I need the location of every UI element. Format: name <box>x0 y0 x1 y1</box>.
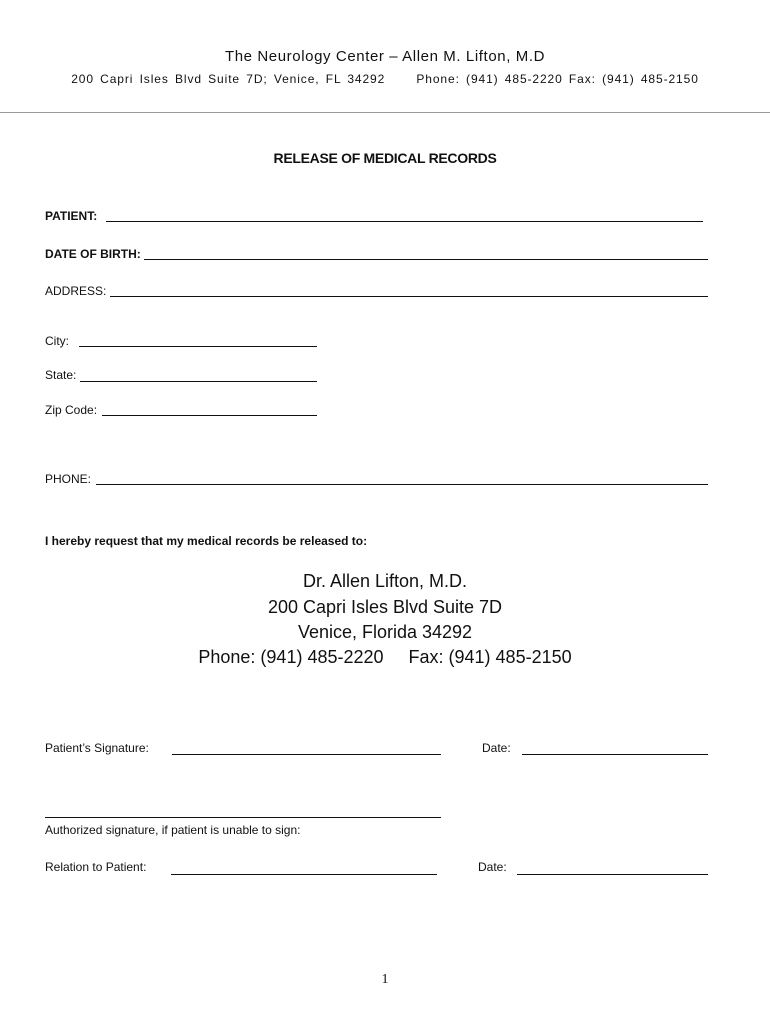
state-label: State: <box>45 368 77 382</box>
city-field[interactable] <box>79 346 317 347</box>
city-label: City: <box>45 334 69 348</box>
zip-label: Zip Code: <box>45 403 98 417</box>
relation-field[interactable] <box>171 874 437 875</box>
patient-signature-field[interactable] <box>172 754 441 755</box>
patient-label: PATIENT: <box>45 209 98 223</box>
state-field[interactable] <box>80 381 317 382</box>
clinic-address: 200 Capri Isles Blvd Suite 7D; Venice, FL 34292 Phone: (941) 485-2220 Fax: (941) 485-2150 <box>71 72 699 86</box>
recipient-phone-fax: Phone: (941) 485-2220 Fax: (941) 485-2150 <box>198 647 572 667</box>
authorized-signature-field[interactable] <box>45 817 441 818</box>
date-label-2: Date: <box>478 860 507 874</box>
date-field-1[interactable] <box>522 754 708 755</box>
address-label: ADDRESS: <box>45 284 107 298</box>
dob-field[interactable] <box>144 259 708 260</box>
recipient-city-state: Venice, Florida 34292 <box>297 622 473 642</box>
authorized-signature-label: Authorized signature, if patient is unable to sign: <box>45 823 301 837</box>
page-number: 1 <box>381 972 389 987</box>
patient-field[interactable] <box>106 221 703 222</box>
zip-field[interactable] <box>102 415 317 416</box>
phone-label: PHONE: <box>45 472 92 486</box>
form-title: RELEASE OF MEDICAL RECORDS <box>273 150 497 166</box>
phone-field[interactable] <box>96 484 708 485</box>
release-request-statement: I hereby request that my medical records be released to: <box>45 534 368 548</box>
date-field-2[interactable] <box>517 874 708 875</box>
header-divider <box>0 112 770 113</box>
recipient-name: Dr. Allen Lifton, M.D. <box>302 571 468 591</box>
relation-label: Relation to Patient: <box>45 860 147 874</box>
clinic-name: The Neurology Center – Allen M. Lifton, M.D <box>224 48 546 65</box>
patient-signature-label: Patient’s Signature: <box>45 741 149 755</box>
dob-label: DATE OF BIRTH: <box>45 247 141 261</box>
recipient-street: 200 Capri Isles Blvd Suite 7D <box>267 597 503 617</box>
address-field[interactable] <box>110 296 708 297</box>
date-label-1: Date: <box>482 741 511 755</box>
